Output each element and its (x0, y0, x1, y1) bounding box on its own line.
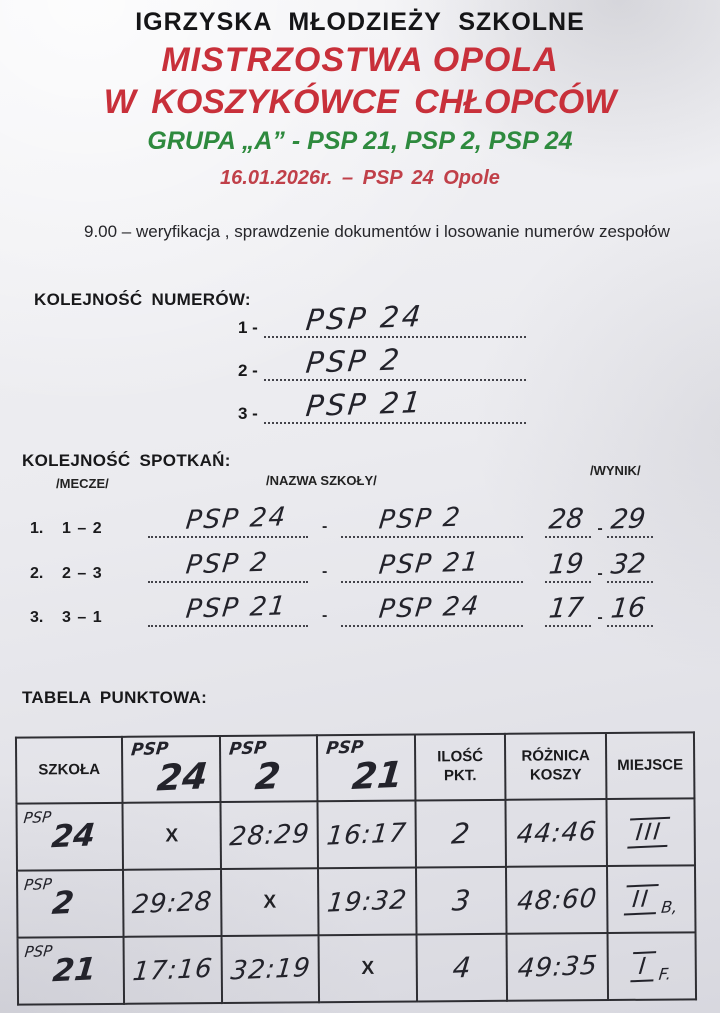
match-row-3 (0, 581, 653, 627)
result-cell: 32:19 (222, 935, 320, 1003)
school-prefix: PSP (23, 874, 53, 895)
team-prefix: PSP (325, 737, 365, 759)
number-slot-label: 2 - (238, 361, 258, 380)
team-number: 24 (155, 756, 210, 800)
header-basket-diff (505, 733, 607, 800)
score-line (607, 581, 653, 627)
table-header-row (16, 732, 694, 803)
school-cell (16, 803, 123, 871)
numbers-section-title: KOLEJNOŚĆ NUMERÓW: (34, 290, 251, 309)
vs-dash: - (322, 563, 328, 580)
event-title: IGRZYSKA MŁODZIEŻY SZKOLNE (135, 8, 585, 36)
score-dash: - (597, 609, 603, 626)
championship-title: MISTRZOSTWA OPOLA (161, 41, 559, 79)
match-row-2 (0, 537, 653, 583)
header-team-psp21 (317, 735, 416, 802)
score-team1: 17 (547, 592, 586, 625)
self-cell-x: X (221, 868, 319, 936)
match-number: 1. (30, 520, 44, 537)
schedule-note: 9.00 – weryfikacja , sprawdzenie dokumentów i losowanie numerów zespołów (84, 222, 670, 241)
school-prefix: PSP (23, 941, 54, 962)
table-row-psp21 (18, 932, 697, 1004)
points-cell: 2 (415, 800, 506, 868)
header-diff-line2: KOSZY (529, 766, 582, 784)
self-cell-x: X (122, 802, 221, 870)
team-number: 2 (253, 756, 283, 799)
header-school: SZKOŁA (16, 737, 123, 804)
points-cell: 3 (416, 867, 507, 935)
number-slot-1 (238, 296, 526, 338)
team-number: 21 (350, 754, 405, 799)
score-dash: - (597, 565, 603, 582)
matches-col-wynik: /WYNIK/ (590, 463, 641, 478)
score-team2: 29 (609, 503, 647, 536)
write-in-line (341, 492, 523, 538)
table-row-psp24 (16, 798, 695, 870)
drawn-team-name: PSP 24 (304, 298, 426, 338)
match-pairing: 3 – 1 (62, 609, 103, 626)
discipline-title: W KOSZYKÓWCE CHŁOPCÓW (103, 83, 617, 121)
place-cell (608, 932, 697, 1000)
score-line (607, 537, 653, 583)
place-roman-numeral: III (627, 816, 670, 848)
points-table-title: TABELA PUNKTOWA: (22, 688, 208, 707)
basket-diff-cell: 49:35 (507, 933, 609, 1001)
self-cell-x: X (319, 935, 418, 1003)
place-suffix: F. (658, 963, 673, 984)
place-cell (607, 865, 696, 933)
score-line (545, 492, 591, 538)
matches-section-title: KOLEJNOŚĆ SPOTKAŃ: (22, 451, 231, 470)
match-row-1 (0, 492, 653, 538)
write-in-line (148, 537, 308, 583)
match-pairing: 1 – 2 (62, 520, 103, 537)
write-in-line (264, 382, 526, 424)
score-dash: - (597, 520, 603, 537)
drawn-team-name: PSP 2 (304, 342, 404, 380)
team1-name: PSP 2 (184, 547, 271, 581)
header-place: MIEJSCE (606, 732, 695, 799)
team1-name: PSP 24 (184, 502, 289, 536)
write-in-line (148, 492, 308, 538)
school-number: 24 (49, 817, 97, 856)
header-points-line2: PKT. (443, 767, 477, 785)
number-slot-3 (238, 382, 526, 424)
group-teams-line: GRUPA „A” - PSP 21, PSP 2, PSP 24 (147, 127, 573, 155)
team-prefix: PSP (228, 737, 268, 760)
number-slot-2 (238, 339, 526, 381)
write-in-line (148, 581, 308, 627)
school-prefix: PSP (22, 807, 53, 828)
result-cell: 29:28 (123, 869, 222, 937)
write-in-line (264, 339, 526, 381)
score-team1: 19 (547, 548, 586, 581)
score-line (545, 537, 591, 583)
write-in-line (341, 537, 523, 583)
number-slot-label: 3 - (238, 404, 258, 423)
header-team-psp24 (122, 736, 221, 803)
table-row-psp2 (17, 865, 696, 937)
match-number: 3. (30, 609, 44, 626)
score-line (545, 581, 591, 627)
team2-name: PSP 24 (377, 591, 483, 625)
points-table (15, 731, 697, 1005)
place-suffix: B, (660, 896, 679, 917)
basket-diff-cell: 44:46 (505, 799, 607, 867)
vs-dash: - (322, 518, 328, 535)
result-cell: 16:17 (317, 801, 416, 869)
vs-dash: - (322, 607, 328, 624)
number-slot-label: 1 - (238, 318, 258, 337)
school-cell (17, 870, 124, 938)
team1-name: PSP 21 (184, 591, 289, 625)
drawn-team-name: PSP 21 (304, 384, 426, 424)
points-cell: 4 (417, 934, 508, 1002)
school-number: 2 (50, 884, 76, 922)
score-team2: 16 (609, 592, 647, 625)
result-cell: 28:29 (220, 801, 318, 869)
score-team2: 32 (609, 548, 647, 581)
write-in-line (341, 581, 523, 627)
school-number: 21 (51, 951, 98, 990)
result-cell: 17:16 (124, 936, 223, 1004)
header-points-line1: ILOŚĆ (437, 748, 484, 766)
header-team-psp2 (220, 735, 318, 802)
header-points (415, 734, 506, 801)
team2-name: PSP 21 (377, 547, 483, 581)
basket-diff-cell: 48:60 (506, 866, 608, 934)
match-pairing: 2 – 3 (62, 565, 103, 582)
match-number: 2. (30, 565, 44, 582)
header-diff-line1: RÓŻNICA (521, 747, 590, 765)
result-cell: 19:32 (318, 868, 417, 936)
team2-name: PSP 2 (377, 502, 464, 536)
matches-col-mecze: /MECZE/ (56, 476, 109, 491)
score-team1: 28 (547, 503, 586, 536)
school-cell (18, 937, 125, 1005)
place-roman-numeral: I (631, 951, 657, 982)
place-roman-numeral: II (624, 884, 658, 916)
date-location-line: 16.01.2026r. – PSP 24 Opole (220, 167, 500, 189)
team-prefix: PSP (130, 738, 170, 761)
matches-col-nazwa: /NAZWA SZKOŁY/ (266, 473, 377, 488)
write-in-line (264, 296, 526, 338)
place-cell (606, 798, 695, 866)
score-line (607, 492, 653, 538)
